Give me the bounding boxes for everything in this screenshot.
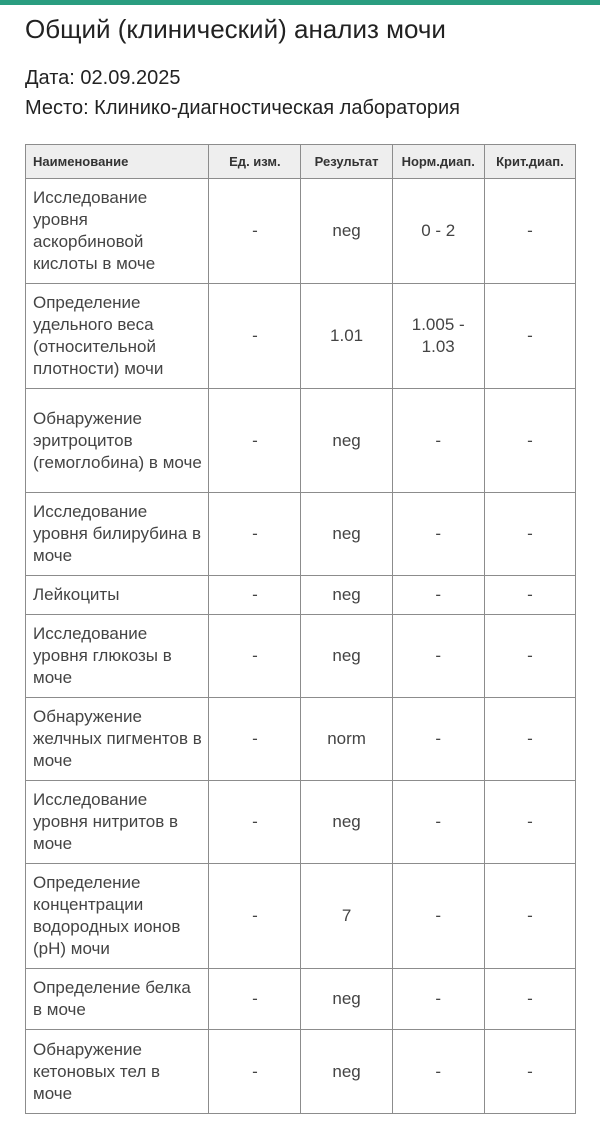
cell-crit-range: - (484, 1030, 575, 1114)
cell-name: Исследование уровня билирубина в моче (26, 493, 209, 576)
table-row (26, 1030, 576, 1114)
cell-name: Определение удельного веса (относительной плотности) мочи (26, 284, 209, 389)
table-row (26, 864, 576, 969)
cell-result: neg (301, 1030, 392, 1114)
cell-unit: - (209, 1030, 301, 1114)
table-row (26, 698, 576, 781)
cell-unit: - (209, 179, 301, 284)
cell-crit-range: - (484, 576, 575, 615)
cell-norm-range: - (392, 698, 484, 781)
cell-name: Исследование уровня аскорбиновой кислоты в моче (26, 179, 209, 284)
cell-name: Обнаружение эритроцитов (гемоглобина) в моче (26, 389, 209, 493)
cell-result: norm (301, 698, 392, 781)
cell-crit-range: - (484, 864, 575, 969)
table-header-row (26, 145, 576, 179)
cell-name: Исследование уровня глюкозы в моче (26, 615, 209, 698)
column-header-name: Наименование (26, 145, 209, 179)
table-row (26, 615, 576, 698)
cell-norm-range: - (392, 389, 484, 493)
cell-unit: - (209, 493, 301, 576)
results-table (25, 144, 576, 1114)
cell-unit: - (209, 615, 301, 698)
cell-norm-range: - (392, 493, 484, 576)
cell-crit-range: - (484, 493, 575, 576)
cell-name: Обнаружение кетоновых тел в моче (26, 1030, 209, 1114)
cell-name: Обнаружение желчных пигментов в моче (26, 698, 209, 781)
table-row (26, 493, 576, 576)
cell-name: Исследование уровня нитритов в моче (26, 781, 209, 864)
cell-unit: - (209, 864, 301, 969)
cell-norm-range: - (392, 781, 484, 864)
cell-unit: - (209, 284, 301, 389)
cell-result: neg (301, 493, 392, 576)
cell-result: neg (301, 389, 392, 493)
cell-crit-range: - (484, 969, 575, 1030)
top-accent-bar (0, 0, 600, 5)
cell-crit-range: - (484, 179, 575, 284)
column-header-unit: Ед. изм. (209, 145, 301, 179)
cell-norm-range: 0 - 2 (392, 179, 484, 284)
table-row (26, 284, 576, 389)
column-header-crit-range: Крит.диап. (484, 145, 575, 179)
cell-name: Определение белка в моче (26, 969, 209, 1030)
date-line: Дата: 02.09.2025 (25, 67, 181, 89)
cell-crit-range: - (484, 698, 575, 781)
cell-name: Определение концентрации водородных ионов (pH) мочи (26, 864, 209, 969)
cell-unit: - (209, 781, 301, 864)
cell-crit-range: - (484, 615, 575, 698)
cell-crit-range: - (484, 389, 575, 493)
cell-crit-range: - (484, 284, 575, 389)
cell-norm-range: - (392, 576, 484, 615)
cell-result: 1.01 (301, 284, 392, 389)
cell-result: neg (301, 179, 392, 284)
cell-unit: - (209, 389, 301, 493)
table-row (26, 576, 576, 615)
cell-unit: - (209, 698, 301, 781)
cell-unit: - (209, 969, 301, 1030)
cell-crit-range: - (484, 781, 575, 864)
cell-norm-range: 1.005 - 1.03 (392, 284, 484, 389)
cell-norm-range: - (392, 969, 484, 1030)
cell-norm-range: - (392, 615, 484, 698)
cell-result: neg (301, 615, 392, 698)
column-header-norm-range: Норм.диап. (392, 145, 484, 179)
cell-result: neg (301, 576, 392, 615)
cell-result: neg (301, 781, 392, 864)
column-header-result: Результат (301, 145, 392, 179)
table-row (26, 969, 576, 1030)
table-row (26, 179, 576, 284)
table-row (26, 389, 576, 493)
cell-norm-range: - (392, 1030, 484, 1114)
cell-result: 7 (301, 864, 392, 969)
page-title: Общий (клинический) анализ мочи (25, 14, 446, 44)
cell-unit: - (209, 576, 301, 615)
cell-norm-range: - (392, 864, 484, 969)
table-row (26, 781, 576, 864)
cell-result: neg (301, 969, 392, 1030)
place-line: Место: Клинико-диагностическая лаборатория (25, 97, 461, 119)
cell-name: Лейкоциты (26, 576, 209, 615)
